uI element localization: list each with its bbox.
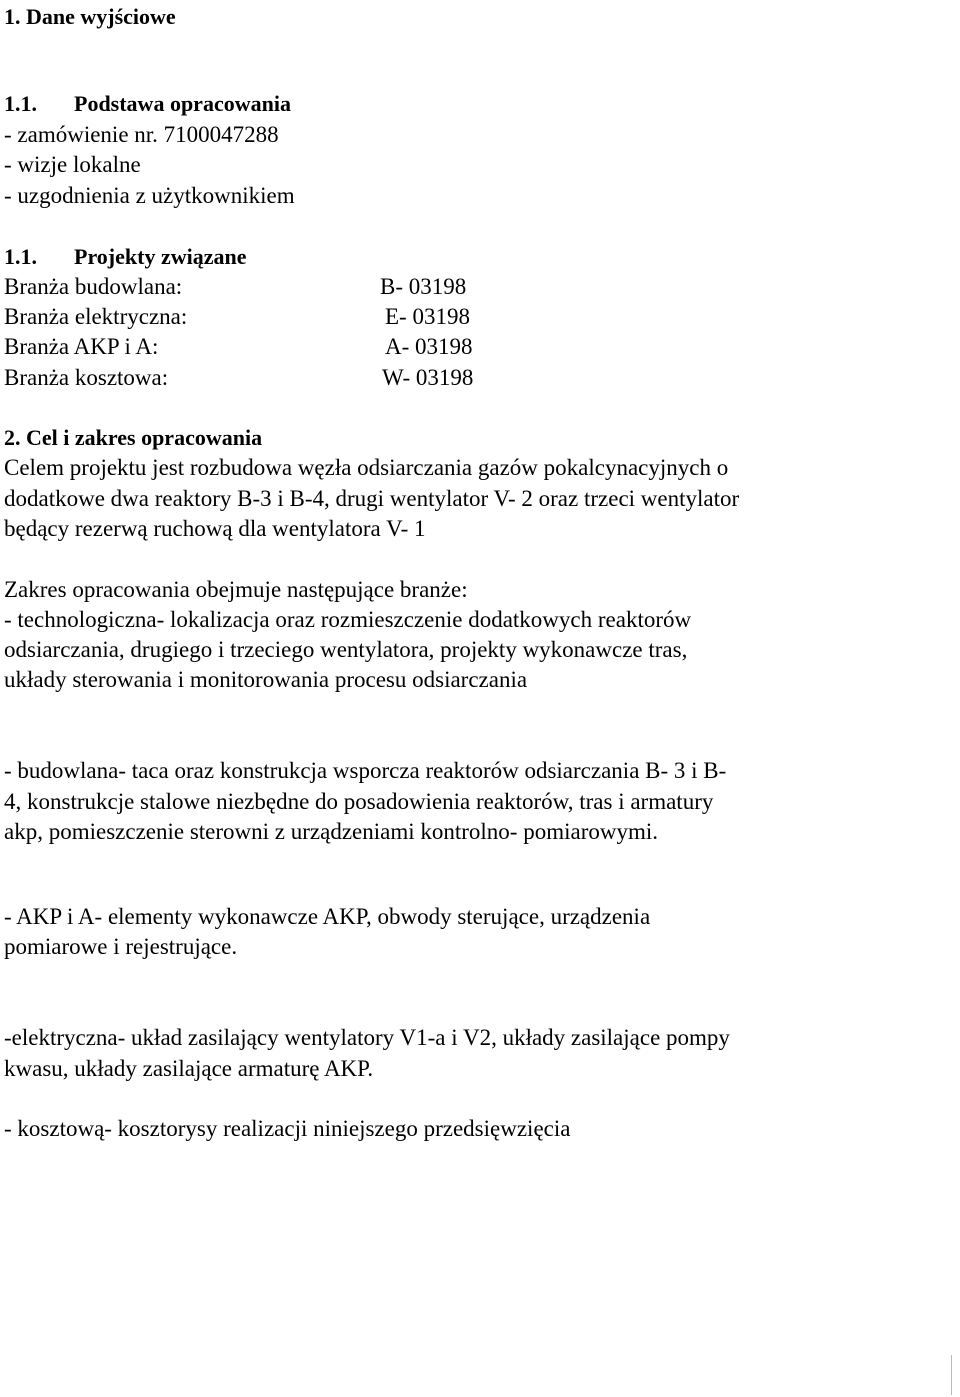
branza-row-kosztowa (4, 363, 473, 393)
section-1-1-title: Podstawa opracowania (74, 91, 291, 116)
paragraph-line: kwasu, układy zasilające armaturę AKP. (4, 1056, 374, 1081)
section-1-2-number: 1.1. (4, 244, 37, 269)
section-2-heading: 2. Cel i zakres opracowania (4, 425, 263, 450)
branza-label: Branża AKP i A: (4, 334, 159, 359)
branza-code: B- 03198 (380, 274, 467, 299)
scope-heading: Zakres opracowania obejmuje następujące branże: (4, 577, 468, 602)
branza-label: Branża kosztowa: (4, 365, 169, 390)
branza-label: Branża budowlana: (4, 274, 183, 299)
section-1-heading: 1. Dane wyjściowe (4, 4, 176, 29)
branza-label: Branża elektryczna: (4, 304, 188, 329)
paragraph-line: - kosztową- kosztorysy realizacji niniejszego przedsięwzięcia (4, 1116, 571, 1141)
paragraph-line: pomiarowe i rejestrujące. (4, 934, 238, 959)
paragraph-line: odsiarczania, drugiego i trzeciego wentylatora, projekty wykonawcze tras, (4, 637, 688, 662)
section-1-2-title: Projekty związane (74, 244, 247, 269)
section-1-1-heading (4, 89, 291, 119)
paragraph-line: - technologiczna- lokalizacja oraz rozmieszczenie dodatkowych reaktorów (4, 607, 692, 632)
paragraph-line: dodatkowe dwa reaktory B-3 i B-4, drugi wentylator V- 2 oraz trzeci wentylator (4, 486, 740, 511)
list-item-uzgodnienia: - uzgodnienia z użytkownikiem (4, 183, 295, 208)
scan-edge-mark (951, 1355, 956, 1395)
section-1-1-number: 1.1. (4, 91, 37, 116)
branza-code: A- 03198 (385, 334, 473, 359)
section-1-2-heading (4, 242, 247, 272)
paragraph-line: -elektryczna- układ zasilający wentylatory V1-a i V2, układy zasilające pompy (4, 1025, 730, 1050)
paragraph-line: Celem projektu jest rozbudowa węzła odsiarczania gazów pokalcynacyjnych o (4, 455, 729, 480)
paragraph-line: - AKP i A- elementy wykonawcze AKP, obwody sterujące, urządzenia (4, 904, 651, 929)
paragraph-line: układy sterowania i monitorowania procesu odsiarczania (4, 667, 528, 692)
branza-code: E- 03198 (385, 304, 470, 329)
branza-row-akp (4, 332, 473, 362)
paragraph-line: - budowlana- taca oraz konstrukcja wsporcza reaktorów odsiarczania B- 3 i B- (4, 758, 727, 783)
paragraph-line: będący rezerwą ruchową dla wentylatora V- 1 (4, 516, 426, 541)
paragraph-line: 4, konstrukcje stalowe niezbędne do posadowienia reaktorów, tras i armatury (4, 789, 714, 814)
branza-row-elektryczna (4, 302, 470, 332)
list-item-wizje: - wizje lokalne (4, 152, 141, 177)
list-item-zamowienie: - zamówienie nr. 7100047288 (4, 122, 279, 147)
branza-row-budowlana (4, 272, 466, 302)
paragraph-line: akp, pomieszczenie sterowni z urządzeniami kontrolno- pomiarowymi. (4, 819, 659, 844)
branza-code: W- 03198 (382, 365, 474, 390)
